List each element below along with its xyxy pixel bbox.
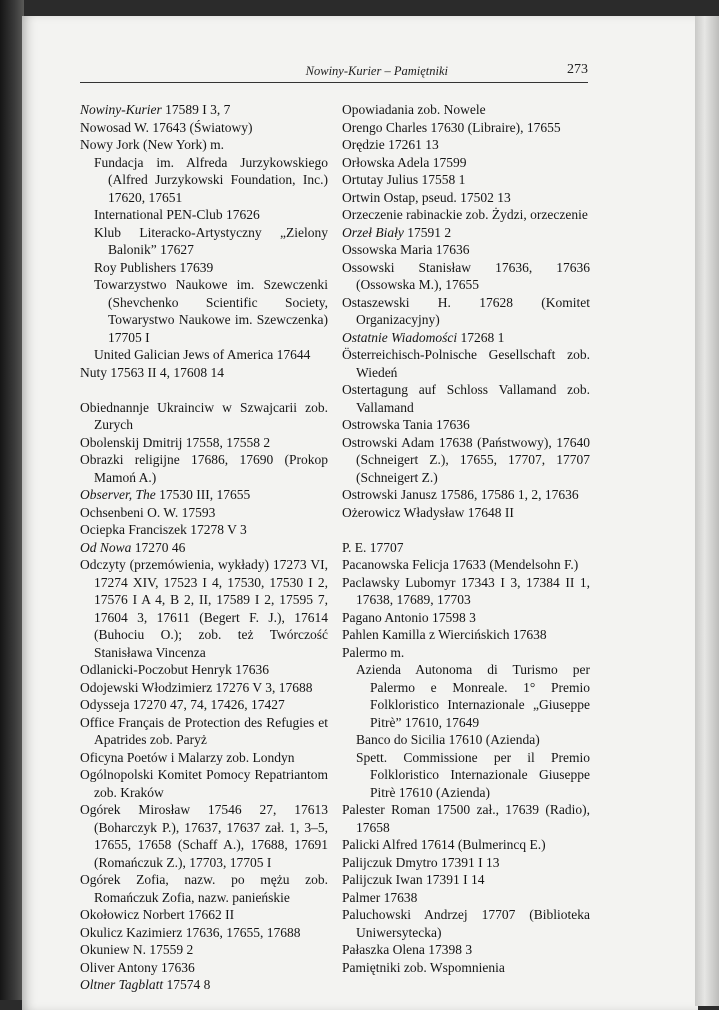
index-entry (80, 101, 328, 119)
index-entry-text: Banco do Sicilia 17610 (Azienda) (356, 732, 540, 747)
index-subentry (342, 731, 590, 749)
index-subentry (342, 749, 590, 802)
index-entry-text: Orłowska Adela 17599 (342, 154, 467, 170)
index-entry-text: Palijczuk Iwan 17391 I 14 (342, 872, 485, 887)
index-entry-text: United Galician Jews of America 17644 (94, 347, 311, 362)
index-entry (342, 889, 590, 907)
index-subentry (80, 224, 328, 259)
index-entry-text: Fundacja im. Alfreda Jurzykowskiego (Alfred Jurzykowski Foundation, Inc.) 17620, 17651 (94, 154, 328, 205)
index-entry-text: Obrazki religijne 17686, 17690 (Prokop Mamoń A.) (80, 452, 328, 485)
index-entry-text: Ostrowski Janusz 17586, 17586 1, 2, 17636 (342, 487, 579, 502)
index-entry (342, 539, 590, 557)
index-entry (80, 486, 328, 504)
index-entry-text: Ossowska Maria 17636 (342, 242, 470, 257)
index-entry-title: Od Nowa (80, 539, 132, 555)
index-entry-text: Paluchowski Andrzej 17707 (Biblioteka Uniwersytecka) (342, 907, 590, 940)
index-entry (80, 871, 328, 906)
index-entry-text: Office Français de Protection des Refugies et Apatrides zob. Paryż (80, 714, 328, 747)
index-entry-text: Ożerowicz Władysław 17648 II (342, 504, 514, 520)
index-entry-text: Odysseja 17270 47, 74, 17426, 17427 (80, 697, 285, 712)
index-subentry (80, 259, 328, 277)
index-entry-text: Nuty 17563 II 4, 17608 14 (80, 364, 224, 380)
index-entry-text: Ostaszewski H. 17628 (Komitet Organizacyjny) (342, 294, 590, 327)
index-entry-text: Ortutay Julius 17558 1 (342, 172, 466, 187)
index-entry (342, 346, 590, 381)
index-entry-title: Orzeł Biały (342, 224, 404, 240)
index-entry (342, 381, 590, 416)
index-entry (342, 294, 590, 329)
index-entry (80, 906, 328, 924)
index-entry-title: Oltner Tagblatt (80, 977, 164, 992)
index-entry-text: Nowy Jork (New York) m. (80, 137, 224, 152)
index-entry (342, 504, 590, 522)
index-entry (80, 661, 328, 679)
page-stack-edge (695, 16, 719, 1006)
index-entry (80, 364, 328, 382)
book-binding-edge (0, 0, 24, 1000)
index-entry-text: Ogólnopolski Komitet Pomocy Repatriantom zob. Kraków (80, 767, 328, 800)
index-entry-text: Ortwin Ostap, pseud. 17502 13 (342, 189, 511, 205)
index-entry (342, 189, 590, 207)
index-entry-text: Ossowski Stanisław 17636, 17636 (Ossowska M.), 17655 (342, 259, 590, 292)
index-entry-text: Odczyty (przemówienia, wykłady) 17273 VI, 17274 XIV, 17523 I 4, 17530, 17530 I 2, 17576 I A 4, B 2, II, 17589 I 2, 17595 7, 17604 3, 17611 (Begert F. J.), 17614 (Buhociu O.); zob. też Twórczość Stanisława Vincenza (80, 557, 328, 660)
index-entry-text: Palijczuk Dmytro 17391 I 13 (342, 854, 500, 870)
index-entry (342, 906, 590, 941)
index-entry (80, 521, 328, 539)
index-entry-text: Odojewski Włodzimierz 17276 V 3, 17688 (80, 679, 313, 695)
index-entry (80, 959, 328, 977)
index-entry (342, 434, 590, 487)
index-entry (80, 556, 328, 661)
index-entry (80, 924, 328, 942)
index-entry-text: International PEN-Club 17626 (94, 207, 260, 222)
index-entry-text: Österreichisch-Polnische Gesellschaft zob. Wiedeń (342, 347, 590, 380)
index-entry (80, 119, 328, 137)
index-entry (342, 574, 590, 609)
index-entry-text: Orzeczenie rabinackie zob. Żydzi, orzeczenie (342, 207, 588, 222)
index-entry (342, 801, 590, 836)
index-entry-text: Okołowicz Norbert 17662 II (80, 907, 235, 922)
index-column-right (342, 101, 590, 976)
index-entry-text: Nowosad W. 17643 (Światowy) (80, 119, 253, 135)
index-entry-text: Roy Publishers 17639 (94, 259, 214, 275)
index-entry (80, 451, 328, 486)
index-entry-text: Ostertagung auf Schloss Vallamand zob. Vallamand (342, 382, 590, 415)
index-entry (342, 206, 590, 224)
index-entry (342, 609, 590, 627)
index-entry (342, 119, 590, 137)
index-entry (342, 836, 590, 854)
index-entry-text: Pałaszka Olena 17398 3 (342, 942, 473, 957)
index-entry-text: Pacanowska Felicja 17633 (Mendelsohn F.) (342, 557, 579, 572)
index-entry-text: 17574 8 (163, 977, 211, 992)
index-entry (342, 871, 590, 889)
index-entry (342, 416, 590, 434)
index-entry-text: Odlanicki-Poczobut Henryk 17636 (80, 662, 269, 677)
index-entry-title: Observer, The (80, 487, 156, 502)
index-entry (342, 941, 590, 959)
index-entry-text: Okulicz Kazimierz 17636, 17655, 17688 (80, 924, 301, 940)
index-entry-text: Ogórek Zofia, nazw. po mężu zob. Romańczuk Zofia, nazw. panieńskie (80, 872, 328, 905)
index-entry (342, 171, 590, 189)
index-entry-text: Orengo Charles 17630 (Libraire), 17655 (342, 119, 561, 135)
index-entry-text: Pagano Antonio 17598 3 (342, 609, 476, 625)
index-entry-text: Obiednannje Ukrainciw w Szwajcarii zob. Zurych (80, 399, 328, 432)
index-entry (80, 434, 328, 452)
index-entry-text: 17270 46 (131, 539, 186, 555)
page-number: 273 (567, 62, 588, 77)
index-entry-text: Ogórek Mirosław 17546 27, 17613 (Boharczyk P.), 17637, 17637 zał. 1, 3–5, 17655, 17658 (Schaff A.), 17688, 17691 (Romańczuk Z.), 17703, 17705 I (80, 802, 328, 870)
index-entry-text: Pamiętniki zob. Wspomnienia (342, 959, 505, 975)
index-entry-text: Okuniew N. 17559 2 (80, 942, 194, 957)
index-entry (342, 644, 590, 662)
index-column-left (80, 101, 328, 994)
index-entry-text: P. E. 17707 (342, 539, 404, 555)
index-entry (80, 976, 328, 994)
index-entry (342, 329, 590, 347)
index-entry (80, 696, 328, 714)
index-subentry (80, 206, 328, 224)
index-subentry (80, 276, 328, 346)
index-entry-text: Ociepka Franciszek 17278 V 3 (80, 522, 247, 537)
index-entry-text: Obolenskij Dmitrij 17558, 17558 2 (80, 434, 271, 450)
index-entry-text: Palmer 17638 (342, 889, 418, 905)
index-entry (80, 136, 328, 154)
index-entry (342, 224, 590, 242)
index-entry-text: Oficyna Poetów i Malarzy zob. Londyn (80, 749, 295, 765)
index-entry (80, 539, 328, 557)
index-entry (80, 714, 328, 749)
index-entry-text: Palicki Alfred 17614 (Bulmerincq E.) (342, 837, 546, 852)
index-subentry (342, 661, 590, 731)
index-entry (342, 241, 590, 259)
index-entry-text: Spett. Commissione per il Premio Folkloristico Internazionale Giuseppe Pitrè 17610 (Azienda) (356, 749, 590, 800)
index-entry-text: Ostrowski Adam 17638 (Państwowy), 17640 (Schneigert Z.), 17655, 17707, 17707 (Schneigert Z.) (342, 434, 590, 485)
header-rule (80, 82, 588, 83)
index-entry (342, 486, 590, 504)
page-header (80, 60, 588, 82)
index-entry-text: Opowiadania zob. Nowele (342, 102, 486, 117)
index-subentry (80, 154, 328, 207)
index-entry-text: Azienda Autonoma di Turismo per Palermo e Monreale. 1° Premio Folkloristico Internazionale „Giuseppe Pitrè” 17610, 17649 (356, 662, 590, 730)
running-title: Nowiny-Kurier – Pamiętniki (305, 64, 448, 78)
index-entry (342, 959, 590, 977)
index-entry (342, 556, 590, 574)
index-entry (342, 626, 590, 644)
index-entry-text: 17530 III, 17655 (155, 487, 251, 502)
index-entry-text: Palermo m. (342, 644, 405, 660)
index-entry (342, 259, 590, 294)
index-entry (80, 504, 328, 522)
index-entry-text: Oliver Antony 17636 (80, 959, 195, 975)
index-entry-text: Towarzystwo Naukowe im. Szewczenki (Shevchenko Scientific Society, Towarystwo Naukowe im. Szewczenka) 17705 I (94, 277, 328, 345)
index-entry-text: Orędzie 17261 13 (342, 137, 439, 152)
index-entry (342, 101, 590, 119)
index-entry-text: 17589 I 3, 7 (161, 102, 231, 117)
index-entry (80, 399, 328, 434)
index-entry-text: Palester Roman 17500 zał., 17639 (Radio), 17658 (342, 802, 590, 835)
index-entry (80, 801, 328, 871)
index-entry-text: Ochsenbeni O. W. 17593 (80, 504, 216, 520)
index-entry-text: Pahlen Kamilla z Wiercińskich 17638 (342, 627, 547, 642)
index-entry (80, 941, 328, 959)
index-subentry (80, 346, 328, 364)
index-entry-text: 17268 1 (457, 329, 505, 345)
index-entry (80, 749, 328, 767)
index-entry-text: Klub Literacko-Artystyczny „Zielony Balonik” 17627 (94, 224, 328, 257)
index-entry (342, 854, 590, 872)
index-entry (342, 136, 590, 154)
index-entry-text: Ostrowska Tania 17636 (342, 417, 470, 432)
index-entry-title: Nowiny-Kurier (80, 102, 162, 117)
index-entry (80, 679, 328, 697)
index-entry-text: 17591 2 (403, 224, 452, 240)
index-entry (342, 154, 590, 172)
index-entry (80, 766, 328, 801)
index-entry-title: Ostatnie Wiadomości (342, 329, 458, 345)
index-entry-text: Paclawsky Lubomyr 17343 I 3, 17384 II 1, 17638, 17689, 17703 (342, 574, 590, 607)
